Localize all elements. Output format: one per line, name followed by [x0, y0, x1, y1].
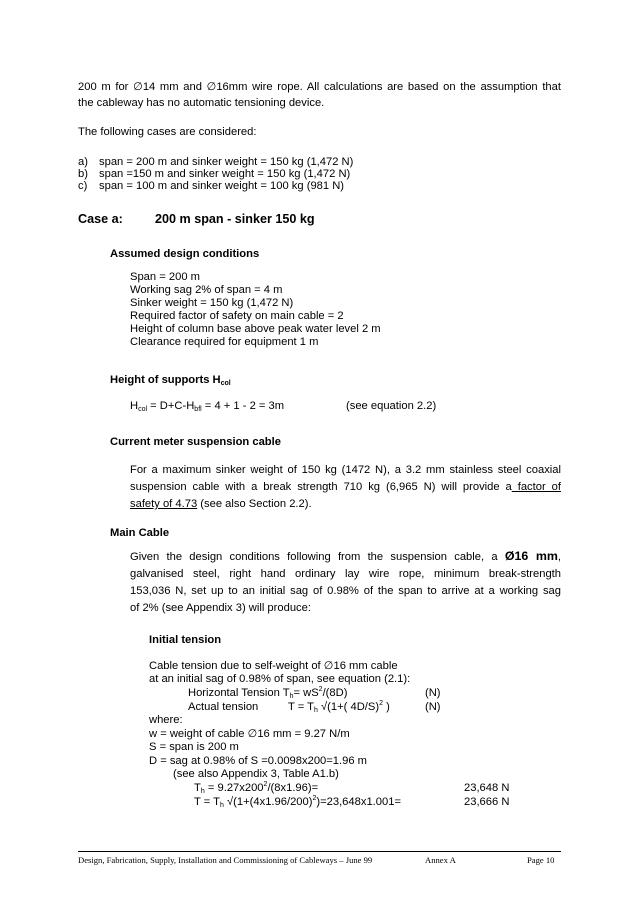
eq-part: T = T	[194, 796, 221, 808]
meter-line-3b: (see also Section 2.2).	[197, 498, 312, 510]
eq-sub: h	[314, 707, 318, 714]
eq-part: Horizontal Tension T	[188, 687, 290, 699]
eq-sub: h	[220, 802, 224, 809]
eq-part: = D+C-H	[147, 400, 195, 412]
meter-cable-paragraph	[130, 462, 561, 513]
rope-diameter: Ø16 mm	[504, 549, 558, 563]
eq-part: T = T	[288, 701, 315, 713]
assumed-line: Sinker weight = 150 kg (1,472 N)	[130, 297, 294, 309]
eq-part: )	[383, 701, 390, 713]
meter-line-3	[130, 496, 561, 513]
tension-line: (see also Appendix 3, Table A1.b)	[173, 768, 339, 780]
eq-sup: 2	[312, 795, 317, 802]
main-line-4: of 2% (see Appendix 3) will produce:	[130, 602, 311, 614]
assumed-line: Clearance required for equipment 1 m	[130, 336, 319, 348]
case-text: span = 100 m and sinker weight = 100 kg (981 N)	[99, 180, 345, 192]
eq-sub: col	[138, 406, 148, 413]
t-calculation	[194, 796, 401, 809]
eq-sub: bfl	[194, 406, 202, 413]
eq-part: /(8D)	[322, 687, 348, 699]
meter-line-2a: suspension cable with a break strength 710 kg (6,965 N) will provide a	[130, 481, 512, 493]
intro-line-1: 200 m for ∅14 mm and ∅16mm wire rope. All calculations are based on the assumption that	[78, 81, 561, 93]
th-result: 23,648 N	[464, 782, 510, 794]
meter-cable-heading: Current meter suspension cable	[110, 436, 281, 448]
case-text: span =150 m and sinker weight = 150 kg (1,472 N)	[99, 168, 351, 180]
footer-left: Design, Fabrication, Supply, Installation and Commissioning of Cableways – June 99	[78, 855, 373, 865]
eq-part: /(8x1.96)=	[267, 782, 319, 794]
meter-line-2	[130, 479, 561, 496]
case-label: b)	[78, 168, 88, 180]
supports-heading-text: Height of supports H	[110, 374, 221, 386]
supports-equation-ref: (see equation 2.2)	[346, 400, 437, 412]
t-result: 23,666 N	[464, 796, 510, 808]
main-cable-paragraph	[130, 548, 561, 617]
cases-intro: The following cases are considered:	[78, 126, 257, 138]
assumed-line: Required factor of safety on main cable = 2	[130, 310, 344, 322]
footer-center: Annex A	[425, 855, 456, 865]
actual-tension-eq	[288, 701, 390, 714]
main-line-3: 153,036 N, set up to an initial sag of 0.98% of the span to arrive at a working sag	[130, 585, 561, 597]
actual-tension-label: Actual tension	[188, 701, 259, 713]
factor-of-safety-link: factor of	[511, 481, 561, 493]
main-line-1c: ,	[557, 551, 561, 563]
case-label: c)	[78, 180, 88, 192]
actual-tension-unit: (N)	[425, 701, 441, 713]
tension-line: where:	[149, 714, 183, 726]
case-a-label: Case a:	[78, 212, 123, 226]
eq-part: )=23,648x1.001=	[316, 796, 401, 808]
eq-part: = 9.27x200	[204, 782, 264, 794]
horizontal-tension-unit: (N)	[425, 687, 441, 699]
case-label: a)	[78, 156, 88, 168]
tension-line: S = span is 200 m	[149, 741, 239, 753]
assumed-heading: Assumed design conditions	[110, 248, 260, 260]
case-a-title: 200 m span - sinker 150 kg	[155, 212, 315, 226]
eq-part: H	[130, 400, 139, 412]
eq-sup: 2	[318, 686, 323, 693]
assumed-line: Span = 200 m	[130, 271, 200, 283]
eq-sup: 2	[379, 700, 383, 707]
tension-line: D = sag at 0.98% of S =0.0098x200=1.96 m	[149, 755, 367, 767]
supports-heading-sub: col	[220, 380, 231, 387]
th-calculation	[194, 782, 318, 795]
assumed-line: Working sag 2% of span = 4 m	[130, 284, 283, 296]
meter-line-1: For a maximum sinker weight of 150 kg (1472 N), a 3.2 mm stainless steel coaxial	[130, 464, 561, 476]
eq-part: = 4 + 1 - 2 = 3m	[201, 400, 285, 412]
footer-page-number: Page 10	[527, 855, 555, 865]
eq-part: √(1+( 4D/S)	[317, 701, 380, 713]
main-cable-heading: Main Cable	[110, 527, 170, 539]
intro-line-2: the cableway has no automatic tensioning device.	[78, 97, 325, 109]
assumed-line: Height of column base above peak water level 2 m	[130, 323, 381, 335]
eq-part: √(1+(4x1.96/200)	[223, 796, 313, 808]
eq-part: = wS	[293, 687, 319, 699]
supports-heading	[110, 374, 231, 387]
supports-equation	[130, 400, 284, 413]
main-line-1a: Given the design conditions following from the suspension cable, a	[130, 551, 505, 563]
eq-sup: 2	[263, 781, 268, 788]
main-line-2: galvanised steel, right hand ordinary lay wire rope, minimum break-strength	[130, 568, 561, 580]
eq-sub: h	[289, 693, 294, 700]
tension-line: at an initial sag of 0.98% of span, see equation (2.1):	[149, 673, 411, 685]
eq-part: T	[194, 782, 201, 794]
initial-tension-heading: Initial tension	[149, 634, 222, 646]
tension-line: w = weight of cable ∅16 mm = 9.27 N/m	[149, 728, 350, 740]
case-item-c	[78, 180, 344, 193]
horizontal-tension-eq	[188, 687, 347, 700]
safety-value: safety of 4.73	[130, 498, 198, 510]
tension-line: Cable tension due to self-weight of ∅16 mm cable	[149, 660, 398, 672]
case-text: span = 200 m and sinker weight = 150 kg (1,472 N)	[99, 156, 354, 168]
footer-divider	[78, 851, 561, 852]
main-line-1	[130, 548, 561, 566]
eq-sub: h	[200, 788, 205, 795]
intro-paragraph	[78, 79, 561, 111]
